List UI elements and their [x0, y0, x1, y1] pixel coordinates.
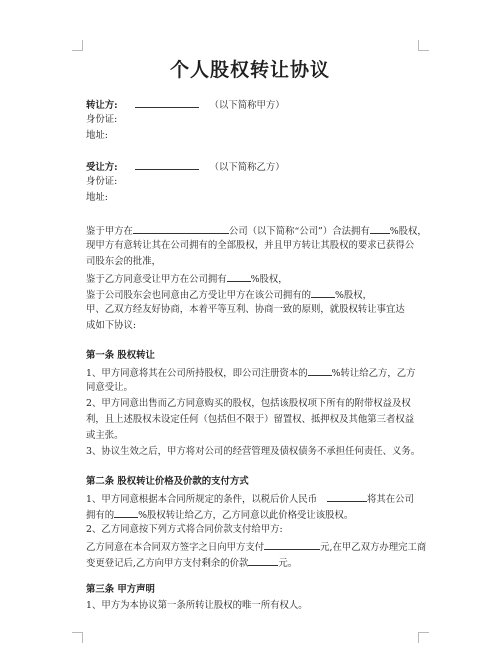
- transferor-colon: :: [114, 100, 118, 111]
- article-1-line-5: 或主张。: [86, 430, 124, 441]
- article-1-line-3: 2、甲方同意出售而乙方同意购买的股权，包括该股权项下所有的附带权益及权: [86, 398, 411, 409]
- article-text: 变更登记后,乙方向甲方支付剩余的价款: [86, 558, 249, 569]
- page-corner-top-right: [418, 40, 429, 51]
- percent-blank: [370, 224, 390, 234]
- percent-blank: [227, 272, 251, 282]
- transferor-address-label: 地址:: [86, 130, 108, 141]
- article-text: %股权转让给乙方，乙方同意以此价格受让该股权。: [138, 510, 354, 521]
- transferor-id-label: 身份证:: [86, 114, 118, 125]
- transferee-label: 受让方: [86, 162, 115, 173]
- preamble-line-3: 司股东会的批准，: [86, 256, 162, 267]
- article-1-line-1: [86, 366, 416, 380]
- company-name-blank: [133, 224, 229, 234]
- percent-blank: [308, 366, 332, 376]
- preamble-line-2: 现甲方有意转让其在公司拥有的全部股权，并且甲方转让其股权的要求已获得公: [86, 240, 415, 251]
- preamble-text: 公司（以下简称“公司”）合法拥有: [228, 226, 370, 237]
- transferee-address-label: 地址:: [86, 192, 108, 203]
- article-2-line-1: [86, 492, 414, 506]
- preamble-text: %股权，: [335, 290, 373, 301]
- article-1-line-6: 3、协议生效之后，甲方将对公司的经营管理及债权债务不承担任何责任、义务。: [86, 446, 421, 457]
- article-2-line-2: [86, 508, 353, 522]
- article-1-line-2: 同意受让。: [86, 382, 133, 393]
- page-corner-top-left: [72, 40, 83, 51]
- preamble-text: %股权，: [389, 226, 427, 237]
- article-1-line-4: 利，且上述股权未设定任何（包括但不限于）留置权、抵押权及其他第三者权益: [86, 414, 415, 425]
- article-1-heading: 第一条 股权转让: [86, 350, 155, 361]
- article-2-line-5: [86, 556, 297, 570]
- article-text: 乙方同意在本合同双方签字之日向甲方支付: [86, 542, 265, 553]
- preamble-text: 鉴于公司股东会也同意由乙方受让甲方在该公司拥有的: [86, 290, 312, 301]
- transferee-id-label: 身份证:: [86, 176, 118, 187]
- payment-blank: [264, 540, 320, 550]
- transferee-colon: :: [114, 162, 118, 173]
- preamble-line-7: 成如下协议:: [86, 320, 137, 331]
- percent-blank: [114, 508, 138, 518]
- transferee-line: [86, 160, 285, 174]
- article-text: 1、甲方同意根据本合同所规定的条件，以税后价人民币: [86, 494, 317, 505]
- article-text: %转让给乙方，乙方: [331, 368, 416, 379]
- preamble-line-6: 甲、乙双方经友好协商，本着平等互利、协商一致的原则，就股权转让事宜达: [86, 304, 405, 315]
- article-2-line-3: 2、乙方同意按下列方式将合同价款支付给甲方:: [86, 524, 283, 535]
- article-3-heading: 第三条 甲方声明: [86, 584, 155, 595]
- article-text: 1、甲方同意将其在公司所持股权，即公司注册资本的: [86, 368, 308, 379]
- page-corner-bottom-left: [72, 632, 83, 643]
- article-2-line-4: [86, 540, 426, 554]
- document-title: 个人股权转让协议: [169, 59, 330, 81]
- article-text: 拥有的: [86, 510, 115, 521]
- preamble-line-4: [86, 272, 288, 286]
- preamble-line-1: [86, 224, 427, 238]
- preamble-text: 鉴于乙方同意受让甲方在公司拥有: [86, 274, 227, 285]
- remaining-payment-blank: [248, 556, 278, 566]
- preamble-line-5: [86, 288, 372, 302]
- preamble-text: %股权，: [250, 274, 288, 285]
- transferor-line: [86, 98, 285, 112]
- article-3-line-1: 1、甲方为本协议第一条所转让股权的唯一所有权人。: [86, 600, 308, 611]
- transferor-alias: （以下简称甲方）: [209, 100, 285, 111]
- price-blank: [327, 492, 367, 502]
- percent-blank: [311, 288, 335, 298]
- article-text: 将其在公司: [366, 494, 414, 505]
- transferee-name-blank: [135, 160, 199, 170]
- article-2-heading: 第二条 股权转让价格及价款的支付方式: [86, 476, 249, 487]
- preamble-text: 鉴于甲方在: [86, 226, 133, 237]
- article-text: 元,在甲乙双方办理完工商: [320, 542, 427, 553]
- transferee-alias: （以下简称乙方）: [209, 162, 285, 173]
- transferor-label: 转让方: [86, 100, 115, 111]
- transferor-name-blank: [135, 98, 199, 108]
- article-text: 元。: [278, 558, 298, 569]
- page-corner-bottom-right: [418, 632, 429, 643]
